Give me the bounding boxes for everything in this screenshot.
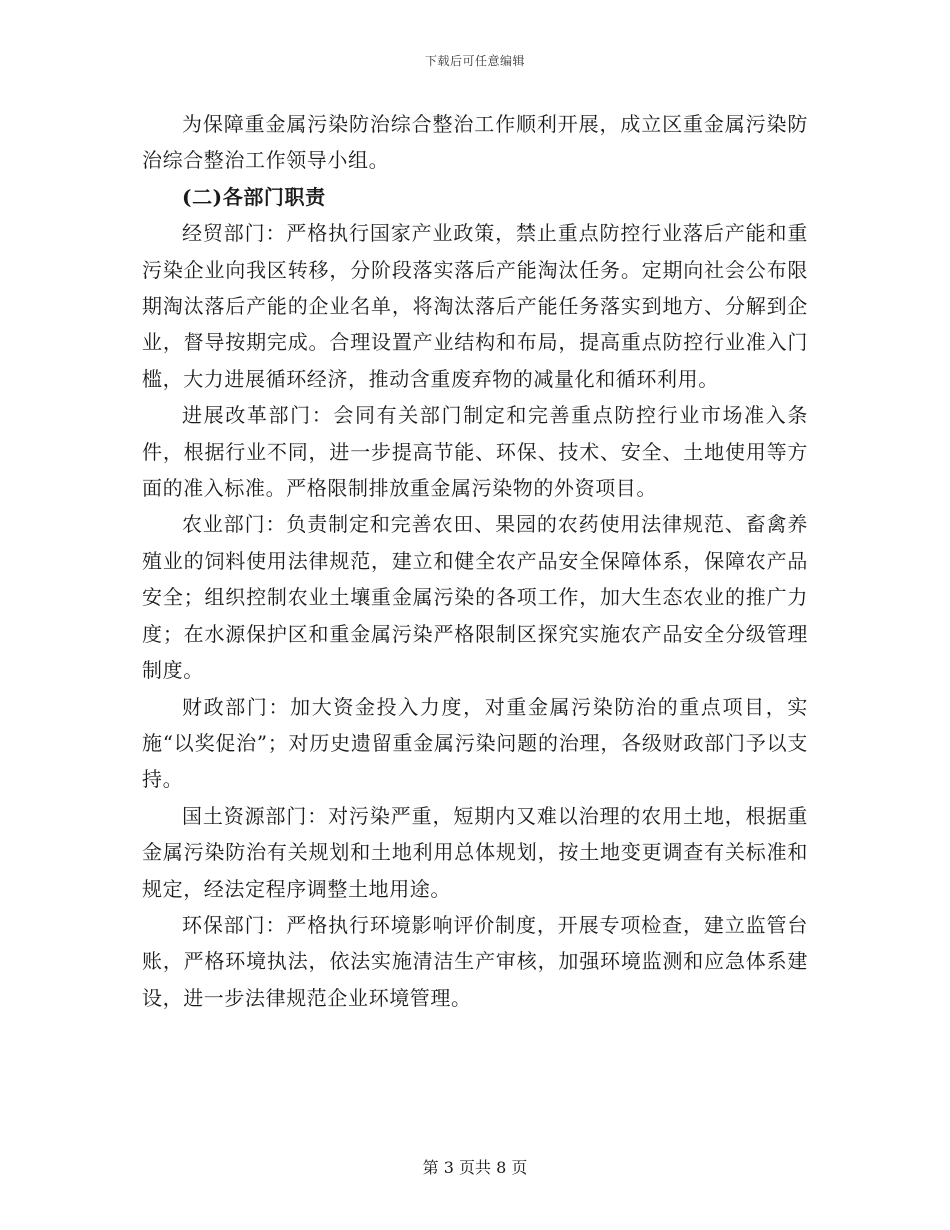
paragraph-huanbao: 环保部门：严格执行环境影响评价制度，开展专项检查，建立监管台账，严格环境执法，依法实施清洁生产审核，加强环境监测和应急体系建设，进一步法律规范企业环境管理。 [142, 912, 808, 1010]
paragraph-nongye: 农业部门：负责制定和完善农田、果园的农药使用法律规范、畜禽养殖业的饲料使用法律规范，建立和健全农产品安全保障体系，保障农产品安全；组织控制农业土壤重金属污染的各项工作，加大生态农业的推广力度；在水源保护区和重金属污染严格限制区探究实施农产品安全分级管理制度。 [142, 512, 808, 683]
section-heading: (二)各部门职责 [182, 184, 326, 209]
paragraph-intro: 为保障重金属污染防治综合整治工作顺利开展，成立区重金属污染防治综合整治工作领导小组。 [142, 112, 808, 173]
document-body [142, 106, 808, 1016]
paragraph-jingmao: 经贸部门：严格执行国家产业政策，禁止重点防控行业落后产能和重污染企业向我区转移，分阶段落实落后产能淘汰任务。定期向社会公布限期淘汰落后产能的企业名单，将淘汰落后产能任务落实到地方、分解到企业，督导按期完成。合理设置产业结构和布局，提高重点防控行业准入门槛，大力进展循环经济，推动含重废弃物的减量化和循环利用。 [142, 221, 808, 391]
paragraph-guotu: 国土资源部门：对污染严重，短期内又难以治理的农用土地，根据重金属污染防治有关规划和土地利用总体规划，按土地变更调查有关标准和规定，经法定程序调整土地用途。 [142, 803, 808, 901]
paragraph-caizheng: 财政部门：加大资金投入力度，对重金属污染防治的重点项目，实施“以奖促治”；对历史遗留重金属污染问题的治理，各级财政部门予以支持。 [142, 694, 808, 792]
paragraph-fagai: 进展改革部门：会同有关部门制定和完善重点防控行业市场准入条件，根据行业不同，进一步提高节能、环保、技术、安全、土地使用等方面的准入标准。严格限制排放重金属污染物的外资项目。 [142, 403, 808, 501]
page-footer: 第 3 页共 8 页 [422, 1158, 528, 1177]
page-header: 下载后可任意编辑 [424, 54, 525, 68]
